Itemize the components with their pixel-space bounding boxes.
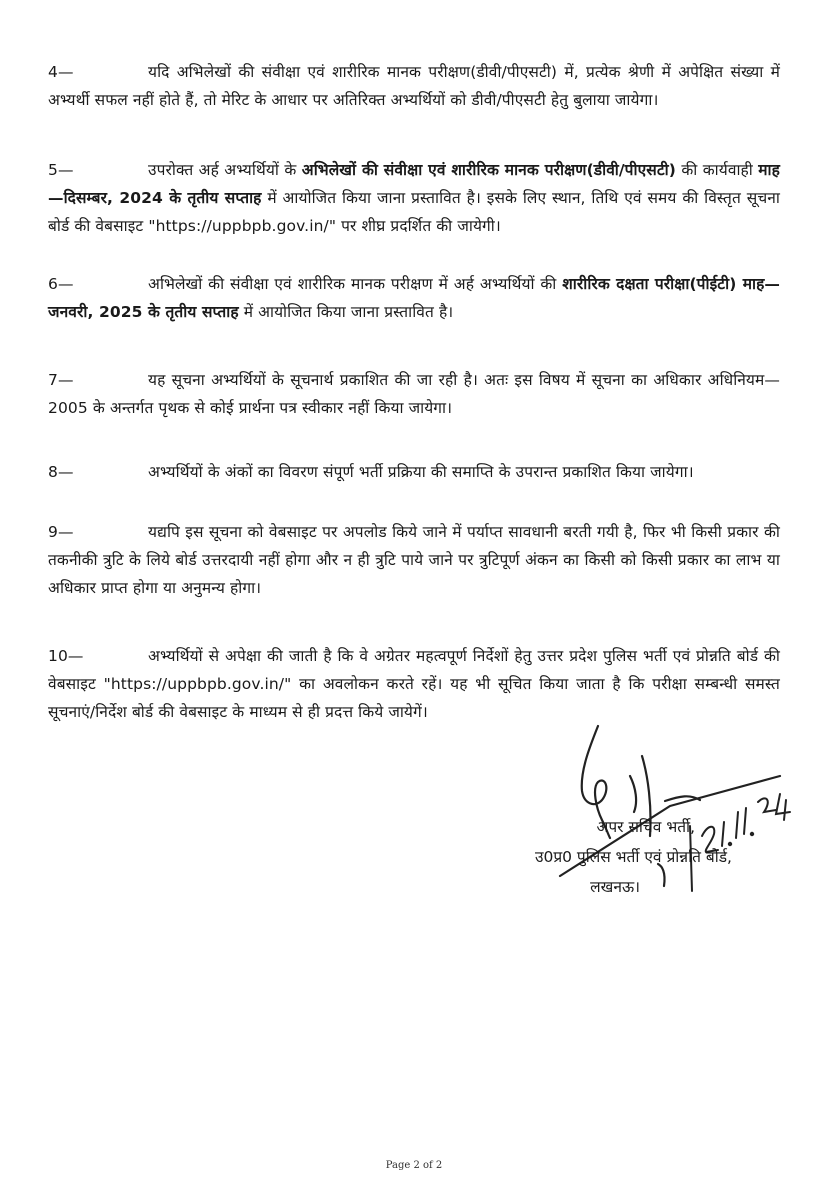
paragraph-text: उपरोक्त अर्ह अभ्यर्थियों के <box>148 161 302 179</box>
paragraph-number: 7— <box>48 371 74 389</box>
designation-line: अपर सचिव भर्ती, <box>596 818 695 836</box>
paragraph-number: 5— <box>48 161 74 179</box>
organization-line: उ0प्र0 पुलिस भर्ती एवं प्रोन्नति बोर्ड, <box>534 848 732 866</box>
paragraph-10 <box>48 642 780 726</box>
paragraph-number: 9— <box>48 523 74 541</box>
paragraph-number: 10— <box>48 647 84 665</box>
signature-block <box>480 812 780 902</box>
paragraph-text: यह सूचना अभ्यर्थियों के सूचनार्थ प्रकाशित की जा रही है। अतः इस विषय में सूचना का अधिकार अधिनियम—2005 के अन्तर्गत पृथक से कोई प्रार्थना पत्र स्वीकार नहीं किया जायेगा। <box>48 371 780 417</box>
paragraph-text: में आयोजित किया जाना प्रस्तावित है। <box>238 303 454 321</box>
paragraph-9 <box>48 518 780 602</box>
paragraph-text: की कार्यवाही <box>675 161 759 179</box>
paragraph-number: 4— <box>48 63 74 81</box>
paragraph-number: 8— <box>48 463 74 481</box>
location-line: लखनऊ। <box>590 878 640 896</box>
paragraph-text: अभ्यर्थियों से अपेक्षा की जाती है कि वे अग्रेतर महत्वपूर्ण निर्देशों हेतु उत्तर प्रदेश पुलिस भर्ती एवं प्रोन्नति बोर्ड की वेबसाइट "https://uppbpb.gov.in/" का अवलोकन करते रहें। यह भी सूचित किया जाता है कि परीक्षा सम्बन्धी समस्त सूचनाएं/निर्देश बोर्ड की वेबसाइट के माध्यम से ही प्रदत्त किये जायेगें। <box>48 647 780 721</box>
paragraph-text: अभ्यर्थियों के अंकों का विवरण संपूर्ण भर्ती प्रक्रिया की समाप्ति के उपरान्त प्रकाशित किया जायेगा। <box>148 463 694 481</box>
paragraph-text-bold: शारीरिक दक्षता परीक्षा(पीईटी) माह—जनवरी, 2025 के तृतीय सप्ताह <box>48 275 781 321</box>
paragraph-number: 6— <box>48 275 74 293</box>
paragraph-6 <box>48 270 780 326</box>
paragraph-8 <box>48 458 780 486</box>
paragraph-text-bold: माह—दिसम्बर, 2024 के तृतीय सप्ताह <box>48 161 780 207</box>
paragraph-text: यद्यपि इस सूचना को वेबसाइट पर अपलोड किये जाने में पर्याप्त सावधानी बरती गयी है, फिर भी किसी प्रकार की तकनीकी त्रुटि के लिये बोर्ड उत्तरदायी नहीं होगा और न ही त्रुटि पाये जाने पर त्रुटिपूर्ण अंकन का किसी को किसी प्रकार का लाभ या अधिकार प्राप्त होगा या अनुमन्य होगा। <box>48 523 780 597</box>
paragraph-5 <box>48 156 780 240</box>
paragraph-text: में आयोजित किया जाना प्रस्तावित है। इसके लिए स्थान, तिथि एवं समय की विस्तृत सूचना बोर्ड की वेबसाइट "https://uppbpb.gov.in/" पर शीघ्र प्रदर्शित की जायेगी। <box>48 189 780 235</box>
paragraph-text: यदि अभिलेखों की संवीक्षा एवं शारीरिक मानक परीक्षण(डीवी/पीएसटी) में, प्रत्येक श्रेणी में अपेक्षित संख्या में अभ्यर्थी सफल नहीं होते हैं, तो मेरिट के आधार पर अतिरिक्त अभ्यर्थियों को डीवी/पीएसटी हेतु बुलाया जायेगा। <box>48 63 780 109</box>
page-number-footer: Page 2 of 2 <box>385 1160 443 1171</box>
paragraph-7 <box>48 366 780 422</box>
paragraph-text-bold: अभिलेखों की संवीक्षा एवं शारीरिक मानक परीक्षण(डीवी/पीएसटी) <box>301 161 676 179</box>
paragraph-text: अभिलेखों की संवीक्षा एवं शारीरिक मानक परीक्षण में अर्ह अभ्यर्थियों की <box>148 275 563 293</box>
paragraph-4 <box>48 58 780 114</box>
